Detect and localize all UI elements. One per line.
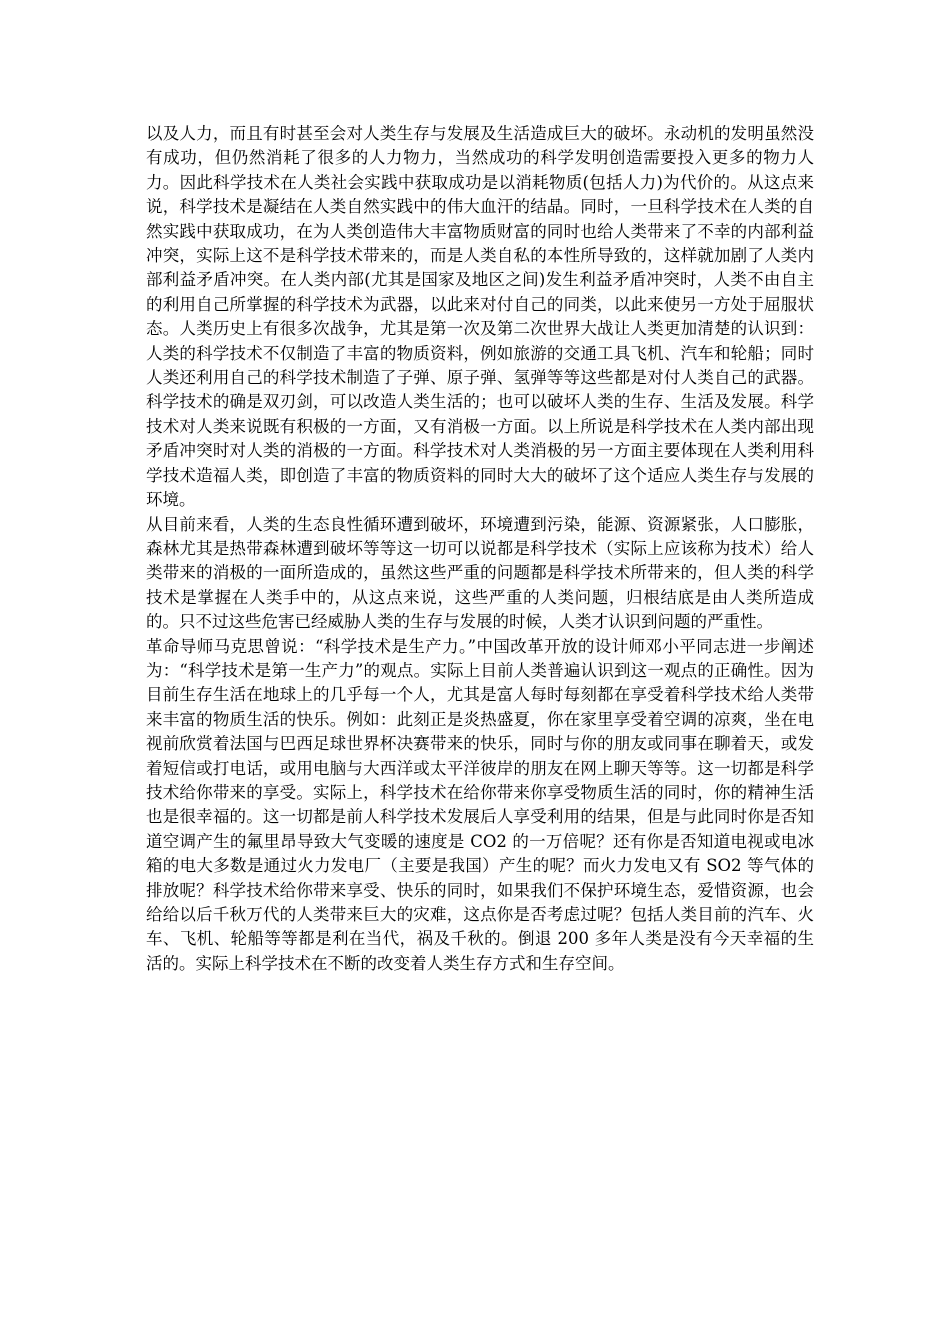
paragraph-2: 从目前来看，人类的生态良性循环遭到破坏，环境遭到污染，能源、资源紧张，人口膨胀，森林尤其是热带森林遭到破坏等等这一切可以说都是科学技术（实际上应该称为技术）给人类带来的消极的一面所造成的，虽然这些严重的问题都是科学技术所带来的，但人类的科学技术是掌握在人类手中的，从这点来说，这些严重的人类问题，归根结底是由人类所造成的。只不过这些危害已经威胁人类的生存与发展的时候，人类才认识到问题的严重性。 (146, 514, 814, 632)
document-body (146, 122, 814, 976)
paragraph-1: 以及人力，而且有时甚至会对人类生存与发展及生活造成巨大的破坏。永动机的发明虽然没有成功，但仍然消耗了很多的人力物力，当然成功的科学发明创造需要投入更多的物力人力。因此科学技术在人类社会实践中获取成功是以消耗物质(包括人力)为代价的。从这点来说，科学技术是凝结在人类自然实践中的伟大血汗的结晶。同时，一旦科学技术在人类的自然实践中获取成功，在为人类创造伟大丰富物质财富的同时也给人类带来了不幸的内部利益冲突，实际上这不是科学技术带来的，而是人类自私的本性所导致的，这样就加剧了人类内部利益矛盾冲突。在人类内部(尤其是国家及地区之间)发生利益矛盾冲突时，人类不由自主的利用自己所掌握的科学技术为武器，以此来对付自己的同类，以此来使另一方处于屈服状态。人类历史上有很多次战争，尤其是第一次及第二次世界大战让人类更加清楚的认识到：人类的科学技术不仅制造了丰富的物质资料，例如旅游的交通工具飞机、汽车和轮船；同时人类还利用自己的科学技术制造了子弹、原子弹、氢弹等等这些都是对付人类自己的武器。科学技术的确是双刃剑，可以改造人类生活的；也可以破坏人类的生存、生活及发展。科学技术对人类来说既有积极的一方面，又有消极一方面。以上所说是科学技术在人类内部出现矛盾冲突时对人类的消极的一方面。科学技术对人类消极的另一方面主要体现在人类利用科学技术造福人类，即创造了丰富的物质资料的同时大大的破坏了这个适应人类生存与发展的环境。 (146, 124, 814, 510)
paragraph-3: 革命导师马克思曾说：“科学技术是生产力。”中国改革开放的设计师邓小平同志进一步阐述为：“科学技术是第一生产力”的观点。实际上目前人类普遍认识到这一观点的正确性。因为目前生存生活在地球上的几乎每一个人，尤其是富人每时每刻都在享受着科学技术给人类带来丰富的物质生活的快乐。例如：此刻正是炎热盛夏，你在家里享受着空调的凉爽，坐在电视前欣赏着法国与巴西足球世界杯决赛带来的快乐，同时与你的朋友或同事在聊着天，或发着短信或打电话，或用电脑与大西洋或太平洋彼岸的朋友在网上聊天等等。这一切都是科学技术给你带来的享受。实际上，科学技术在给你带来你享受物质生活的同时，你的精神生活也是很幸福的。这一切都是前人科学技术发展后人享受利用的结果，但是与此同时你是否知道空调产生的氟里昂导致大气变暖的速度是 CO2 的一万倍呢？还有你是否知道电视或电冰箱的电大多数是通过火力发电厂（主要是我国）产生的呢？而火力发电又有 SO2 等气体的排放呢？科学技术给你带来享受、快乐的同时，如果我们不保护环境生态，爱惜资源，也会给给以后千秋万代的人类带来巨大的灾难，这点你是否考虑过呢？包括人类目前的汽车、火车、飞机、轮船等等都是利在当代，祸及千秋的。倒退 200 多年人类是没有今天幸福的生活的。实际上科学技术在不断的改变着人类生存方式和生存空间。 (146, 636, 814, 973)
